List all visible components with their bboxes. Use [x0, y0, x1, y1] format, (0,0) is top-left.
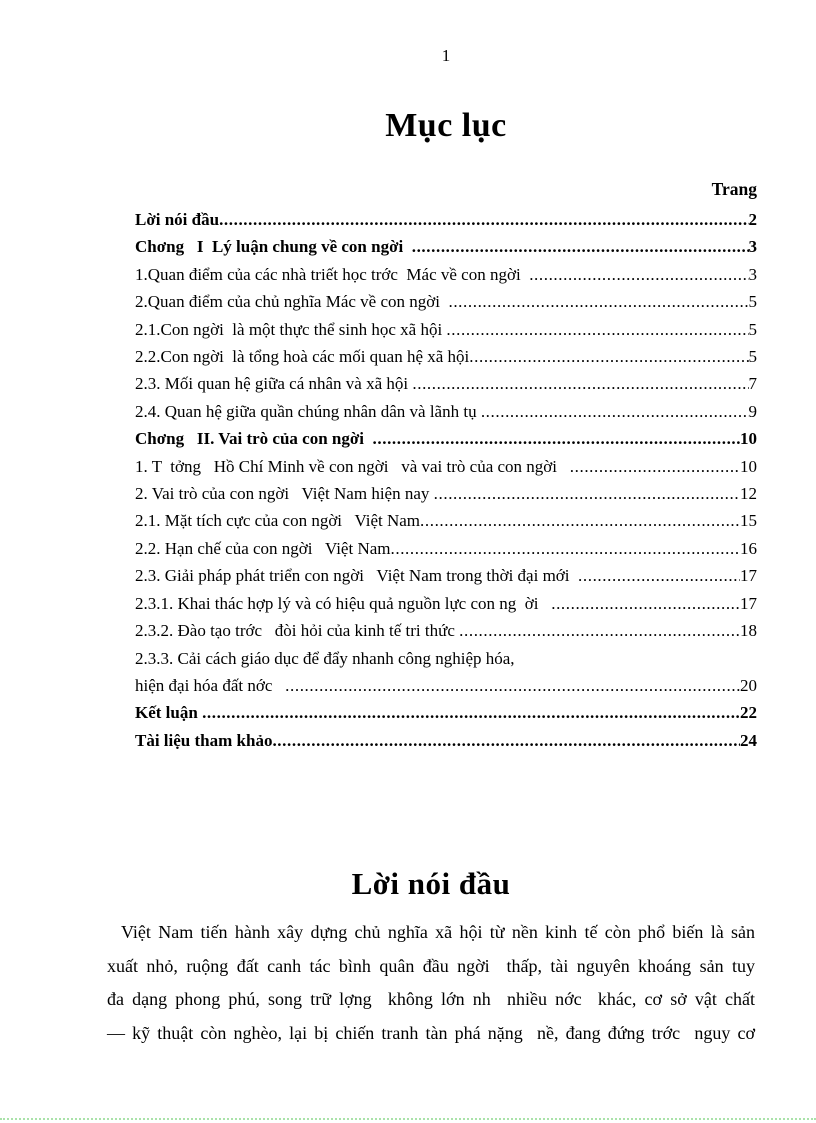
toc-leader-dots — [373, 425, 740, 452]
toc-entry-label: 1.Quan điểm của các nhà triết học trớc Mác về con ngời — [135, 264, 530, 284]
toc-entry[interactable] — [135, 590, 757, 617]
toc-entry-label: 2.3.1. Khai thác hợp lý và có hiệu quả nguồn lực con ng ời — [135, 593, 552, 613]
foreword-title: Lời nói đầu — [351, 866, 511, 902]
toc-entry-label: 2.3. Mối quan hệ giữa cá nhân và xã hội — [135, 374, 413, 394]
toc-entry[interactable] — [135, 398, 757, 425]
toc-leader-dots — [551, 590, 740, 617]
toc-entry-label: 2. Vai trò của con ngời Việt Nam hiện nay — [135, 484, 434, 504]
toc-entry-label: 2.4. Quan hệ giữa quần chúng nhân dân và lãnh tụ — [135, 401, 481, 421]
toc-entry-page: 15 — [740, 511, 757, 531]
toc-entry-label: hiện đại hóa đất nớc — [135, 675, 286, 695]
toc-entry[interactable] — [135, 699, 757, 726]
toc-entry[interactable] — [135, 206, 757, 233]
toc-leader-dots — [459, 617, 740, 644]
toc-entry-page: 24 — [740, 730, 757, 750]
toc-entry-label: Tài liệu tham khảo — [135, 730, 273, 750]
toc-entry-page: 16 — [740, 538, 757, 558]
toc-leader-dots — [285, 672, 740, 699]
toc-entry-page: 10 — [740, 456, 757, 476]
page-number: 1 — [441, 46, 451, 65]
toc-leader-dots — [448, 288, 748, 315]
toc-entry[interactable] — [135, 343, 757, 370]
toc-entry-page: 22 — [740, 703, 757, 723]
toc-entry-page: 12 — [740, 484, 757, 504]
toc-entry-label: 2.3. Giải pháp phát triển con ngời Việt Nam trong thời đại mới — [135, 566, 579, 586]
toc-entry[interactable] — [135, 562, 757, 589]
toc-page-column-header: Trang — [711, 179, 757, 199]
toc-entry-page: 10 — [740, 429, 757, 449]
toc-leader-dots — [391, 535, 741, 562]
toc-entry-page: 5 — [748, 292, 757, 312]
foreword-line: xuất nhỏ, ruộng đất canh tác bình quân đầu ngời thấp, tài nguyên khoáng sản tuy — [107, 955, 755, 976]
toc-entry-label: 2.1. Mặt tích cực của con ngời Việt Nam — [135, 511, 421, 531]
toc-entry[interactable] — [135, 233, 757, 260]
toc-entry-label: Chơng I Lý luận chung về con ngời — [135, 237, 412, 257]
toc-entry[interactable] — [135, 480, 757, 507]
foreword-section — [107, 862, 755, 1050]
toc-entry[interactable] — [135, 645, 757, 672]
toc-entry[interactable] — [135, 316, 757, 343]
toc-entry-page: 5 — [748, 319, 757, 339]
foreword-line: — kỹ thuật còn nghèo, lại bị chiến tranh tàn phá nặng nề, đang đứng trớc nguy cơ — [107, 1022, 755, 1043]
toc-leader-dots — [529, 261, 748, 288]
toc-entry-label: 2.2.Con ngời là tổng hoà các mối quan hệ xã hội — [135, 347, 470, 367]
toc-leader-dots — [570, 453, 740, 480]
toc-leader-dots — [481, 398, 749, 425]
toc-entry[interactable] — [135, 507, 757, 534]
toc-leader-dots — [412, 233, 749, 260]
foreword-line: Việt Nam tiến hành xây dựng chủ nghĩa xã hội từ nền kinh tế còn phổ biến là sản — [121, 922, 755, 943]
toc-entry-label: 2.1.Con ngời là một thực thể sinh học xã hội — [135, 319, 447, 339]
toc-entry-label: 1. T tởng Hồ Chí Minh về con ngời và vai trò của con ngời — [135, 456, 570, 476]
toc-leader-dots — [412, 370, 748, 397]
toc-entry-page: 17 — [740, 593, 757, 613]
toc-entry[interactable] — [135, 425, 757, 452]
toc-leader-dots — [446, 316, 748, 343]
toc-entry[interactable] — [135, 727, 757, 754]
toc-leader-dots — [578, 562, 740, 589]
toc-entry-label: Chơng II. Vai trò của con ngời — [135, 429, 373, 449]
toc-leader-dots — [219, 206, 748, 233]
page-boundary-dotted-line — [0, 1118, 816, 1120]
toc-entry-page: 18 — [740, 621, 757, 641]
toc-leader-dots — [420, 507, 740, 534]
toc-entry-page: 5 — [748, 347, 757, 367]
toc-entry-page: 2 — [748, 210, 757, 229]
toc-entry-label: Lời nói đầu — [135, 210, 220, 229]
foreword-line: đa dạng phong phú, song trữ lợng không lớn nh nhiều nớc khác, cơ sở vật chất — [107, 989, 755, 1010]
toc-list — [135, 206, 757, 754]
toc-leader-dots — [272, 727, 740, 754]
toc-entry-page: 7 — [748, 374, 757, 394]
toc-entry-page: 3 — [748, 264, 757, 284]
toc-leader-dots — [202, 699, 740, 726]
toc-entry-page: 3 — [748, 237, 757, 257]
toc-entry[interactable] — [135, 288, 757, 315]
toc-entry[interactable] — [135, 672, 757, 699]
toc-leader-dots — [469, 343, 748, 370]
toc-entry-page: 17 — [740, 566, 757, 586]
toc-title: Mục lục — [385, 107, 507, 144]
toc-entry-page: 20 — [740, 675, 757, 695]
toc-entry[interactable] — [135, 617, 757, 644]
toc-entry-page: 9 — [748, 401, 757, 421]
toc-entry-label: 2.Quan điểm của chủ nghĩa Mác về con ngời — [135, 292, 449, 312]
toc-entry-label: 2.2. Hạn chế của con ngời Việt Nam — [135, 538, 391, 558]
toc-entry[interactable] — [135, 535, 757, 562]
toc-entry-label: 2.3.2. Đào tạo trớc đòi hỏi của kinh tế tri thức — [135, 621, 460, 641]
toc-entry-label: Kết luận — [135, 703, 203, 723]
toc-entry[interactable] — [135, 453, 757, 480]
toc-leader-dots — [434, 480, 740, 507]
toc-section — [135, 0, 757, 754]
toc-entry-label: 2.3.3. Cải cách giáo dục để đẩy nhanh công nghiệp hóa, — [135, 648, 515, 668]
toc-entry[interactable] — [135, 261, 757, 288]
toc-entry[interactable] — [135, 370, 757, 397]
foreword-paragraph — [107, 916, 755, 1050]
